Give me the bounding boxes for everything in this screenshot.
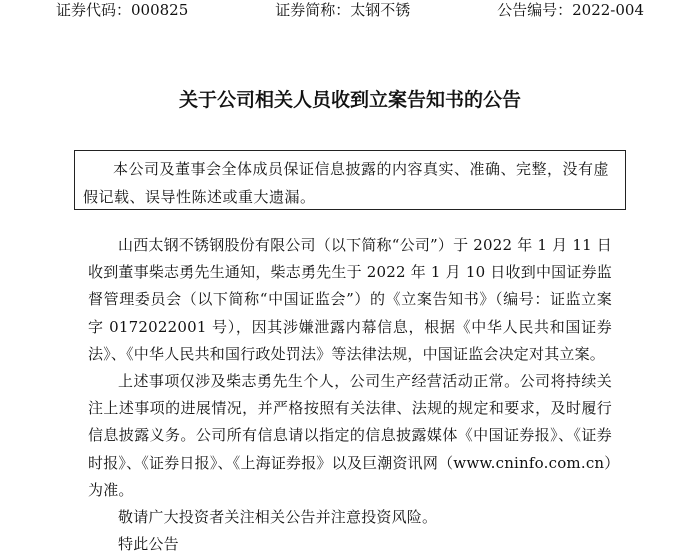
stock-short-name: 证券简称：太钢不锈	[275, 1, 411, 19]
document-body	[88, 232, 612, 558]
document-header	[56, 0, 644, 22]
paragraph-4: 特此公告	[118, 535, 179, 554]
disclaimer-box	[74, 150, 626, 210]
disclaimer-text: 本公司及董事会全体成员保证信息披露的内容真实、准确、完整，没有虚假记载、误导性陈述或重大遗漏。	[83, 160, 610, 206]
paragraph-3: 敬请广大投资者关注相关公告并注意投资风险。	[118, 508, 438, 527]
stock-code: 证券代码：000825	[56, 1, 189, 19]
announcement-number: 公告编号：2022-004	[497, 1, 644, 19]
document-title: 关于公司相关人员收到立案告知书的公告	[178, 89, 521, 111]
paragraph-1: 山西太钢不锈钢股份有限公司（以下简称“公司”）于 2022 年 1 月 11 日收到董事柴志勇先生通知，柴志勇先生于 2022 年 1 月 10 日收到中国证券监督管理委员会（以下简称“中国证监会”）的《立案告知书》（编号：证监立案字 0172022001 号），因其涉嫌泄露内幕信息，根据《中华人民共和国证券法》、《中华人民共和国行政处罚法》等法律法规，中国证监会决定对其立案。	[88, 236, 612, 363]
paragraph-2: 上述事项仅涉及柴志勇先生个人，公司生产经营活动正常。公司将持续关注上述事项的进展情况，并严格按照有关法律、法规的规定和要求，及时履行信息披露义务。公司所有信息请以指定的信息披露媒体《中国证券报》、《证券时报》、《证券日报》、《上海证券报》以及巨潮资讯网（www.cninfo.com.cn）为准。	[88, 372, 612, 499]
